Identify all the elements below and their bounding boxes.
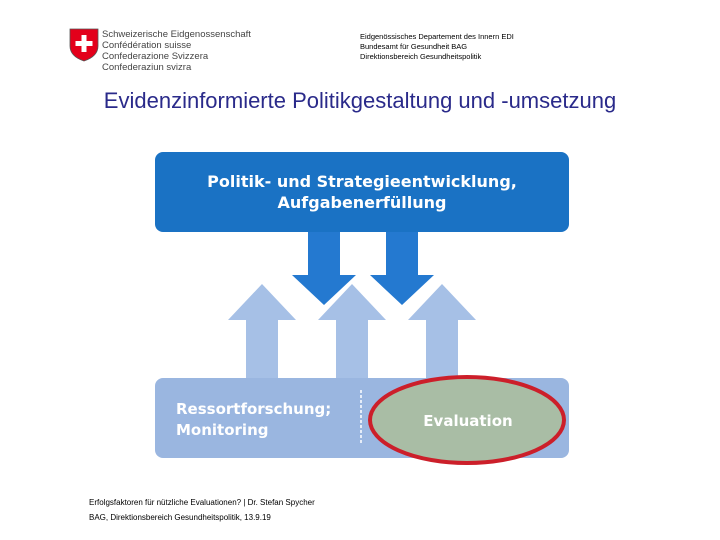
arrow-down-2 <box>370 226 434 305</box>
evaluation-label: Evaluation <box>423 412 513 430</box>
confederation-line-it: Confederazione Svizzera <box>102 51 209 62</box>
footer-line-2: BAG, Direktionsbereich Gesundheitspolitik, 13.9.19 <box>89 513 271 522</box>
top-box-line-1: Politik- und Strategieentwicklung, <box>207 172 517 191</box>
bottom-left-line-1: Ressortforschung; <box>176 400 332 418</box>
confederation-line-fr: Confédération suisse <box>102 40 192 51</box>
department-line-3: Direktionsbereich Gesundheitspolitik <box>360 52 482 61</box>
department-line-2: Bundesamt für Gesundheit BAG <box>360 42 468 51</box>
arrow-up-3 <box>408 284 476 383</box>
confederation-line-de: Schweizerische Eidgenossenschaft <box>102 29 251 40</box>
slide-footer <box>89 495 315 525</box>
bottom-left-line-2: Monitoring <box>176 421 269 439</box>
department-line-1: Eidgenössisches Departement des Innern EDI <box>360 32 514 41</box>
top-box <box>155 152 569 232</box>
footer-line-1: Erfolgsfaktoren für nützliche Evaluationen? | Dr. Stefan Spycher <box>89 498 315 507</box>
confederation-line-rm: Confederaziun svizra <box>102 62 192 73</box>
top-box-line-2: Aufgabenerfüllung <box>277 193 447 212</box>
arrow-up-1 <box>228 284 296 383</box>
slide-title: Evidenzinformierte Politikgestaltung und -umsetzung <box>103 88 617 113</box>
